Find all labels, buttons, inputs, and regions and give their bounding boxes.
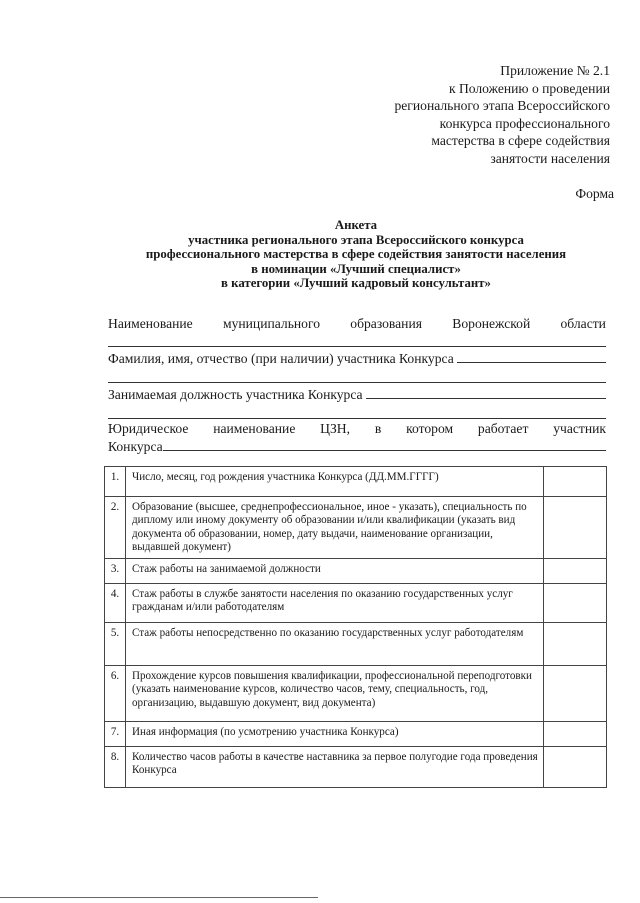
czn-label-cont: Конкурса	[108, 439, 163, 454]
row-question: Число, месяц, год рождения участника Конкурса (ДД.ММ.ГГГГ)	[126, 467, 544, 497]
word: области	[560, 316, 606, 331]
row-answer-cell[interactable]	[544, 666, 607, 722]
form-label: Форма	[575, 186, 614, 201]
annex-line: мастерства в сфере содействия	[431, 133, 610, 149]
word: муниципального	[222, 316, 320, 331]
word: Воронежской	[452, 316, 531, 331]
word: наименование	[213, 421, 296, 436]
word: ЦЗН,	[320, 421, 351, 436]
fio-label: Фамилия, имя, отчество (при наличии) участника Конкурса	[108, 351, 454, 366]
table-row	[105, 623, 607, 666]
questionnaire-table	[104, 466, 607, 788]
row-answer-cell[interactable]	[544, 722, 607, 747]
annex-line: регионального этапа Всероссийского	[394, 98, 610, 114]
table-row	[105, 747, 607, 788]
row-question: Образование (высшее, среднепрофессиональное, иное - указать), специальность по диплому или иному документу об образовании и/или квалификации (указать вид документа об образовании, номер, дату выдачи, наименование организации, выдавшей документ)	[126, 497, 544, 559]
annex-line: к Положению о проведении	[448, 80, 610, 96]
row-answer-cell[interactable]	[544, 623, 607, 666]
czn-label	[108, 421, 606, 437]
annex-header	[394, 62, 610, 168]
row-answer-cell[interactable]	[544, 467, 607, 497]
footer-divider	[0, 897, 318, 898]
czn-blank[interactable]	[163, 437, 606, 451]
word: Наименование	[108, 316, 193, 331]
table-row	[105, 722, 607, 747]
municipality-label	[108, 316, 606, 332]
fio-blank[interactable]	[457, 349, 606, 363]
annex-line: Приложение № 2.1	[500, 63, 610, 78]
annex-line: конкурса профессионального	[439, 115, 610, 131]
table-row	[105, 559, 607, 584]
table-row	[105, 497, 607, 559]
word: Юридическое	[108, 421, 189, 436]
position-field[interactable]	[108, 385, 606, 403]
row-number: 2.	[105, 497, 126, 559]
row-number: 1.	[105, 467, 126, 497]
row-number: 4.	[105, 584, 126, 623]
word: работает	[477, 421, 529, 436]
row-question: Стаж работы на занимаемой должности	[126, 559, 544, 584]
row-answer-cell[interactable]	[544, 584, 607, 623]
row-question: Прохождение курсов повышения квалификации, профессиональной переподготовки (указать наименование курсов, количество часов, тему, специальность, год, организацию, выдавшую документ, вид документа)	[126, 666, 544, 722]
position-extra-line[interactable]	[108, 418, 606, 419]
row-question: Иная информация (по усмотрению участника Конкурса)	[126, 722, 544, 747]
municipality-field[interactable]	[108, 346, 606, 347]
title-line: Анкета	[334, 218, 378, 232]
row-number: 5.	[105, 623, 126, 666]
title-line: в категории «Лучший кадровый консультант»	[221, 276, 491, 291]
row-number: 8.	[105, 747, 126, 788]
word: образования	[350, 316, 422, 331]
participant-fields	[108, 316, 606, 455]
document-title	[100, 218, 612, 291]
row-answer-cell[interactable]	[544, 559, 607, 584]
table-row	[105, 666, 607, 722]
position-blank[interactable]	[366, 385, 606, 399]
row-question: Количество часов работы в качестве наставника за первое полугодие года проведения Конкурса	[126, 747, 544, 788]
word: участник	[553, 421, 606, 436]
annex-line: занятости населения	[490, 150, 610, 166]
table-row	[105, 467, 607, 497]
fio-extra-line[interactable]	[108, 382, 606, 383]
fio-field[interactable]	[108, 349, 606, 367]
table-row	[105, 584, 607, 623]
row-question: Стаж работы непосредственно по оказанию государственных услуг работодателям	[126, 623, 544, 666]
row-number: 6.	[105, 666, 126, 722]
czn-field[interactable]	[108, 437, 606, 455]
row-number: 7.	[105, 722, 126, 747]
row-answer-cell[interactable]	[544, 747, 607, 788]
position-label: Занимаемая должность участника Конкурса	[108, 387, 363, 402]
row-answer-cell[interactable]	[544, 497, 607, 559]
row-number: 3.	[105, 559, 126, 584]
row-question: Стаж работы в службе занятости населения по оказанию государственных услуг гражданам и/или работодателям	[126, 584, 544, 623]
title-line: в номинации «Лучший специалист»	[251, 261, 461, 276]
title-line: профессионального мастерства в сфере содействия занятости населения	[145, 247, 567, 262]
word: в	[374, 421, 382, 436]
word: котором	[406, 421, 454, 436]
title-line: участника регионального этапа Всероссийского конкурса	[188, 232, 524, 247]
